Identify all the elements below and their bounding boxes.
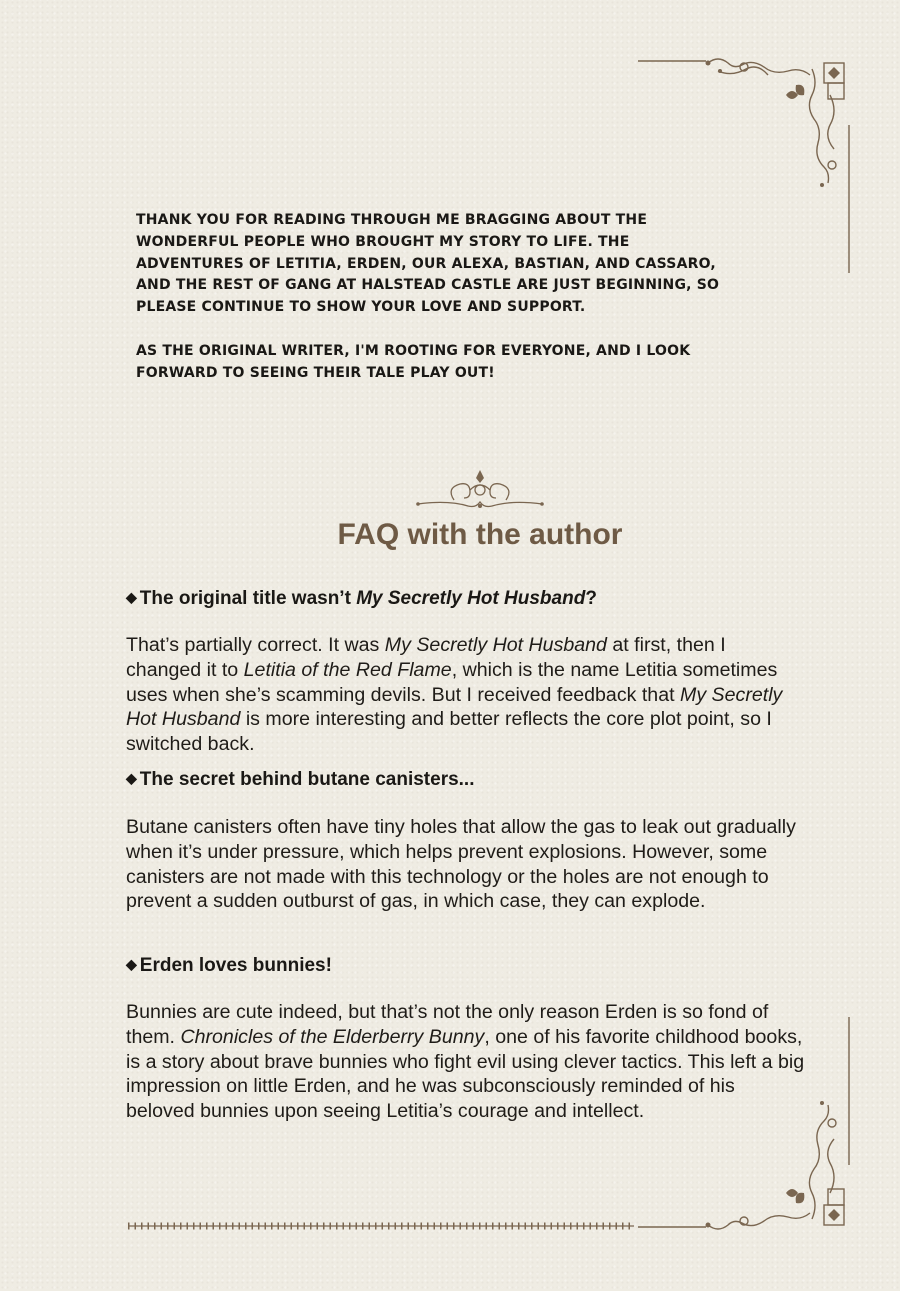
faq-answer-butane: Butane canisters often have tiny holes that allow the gas to leak out gradually when it’s under pressure, which helps prevent explosions. However, some canisters are not made with this technology or the holes are not enough to prevent a sudden outburst of gas, in which case, they can explode. (126, 816, 796, 913)
letter-paragraph-1: THANK YOU FOR READING THROUGH ME BRAGGING ABOUT THE WONDERFUL PEOPLE WHO BROUGHT MY STORY TO LIFE. THE ADVENTURES OF LETITIA, ERDEN, OUR ALEXA, BASTIAN, AND CASSARO, AND THE REST OF GANG AT HALSTEAD CASTLE ARE JUST BEGINNING, SO PLEASE CONTINUE TO SHOW YOUR LOVE AND SUPPORT. (136, 212, 720, 316)
faq-answer-original-title: That’s partially correct. It was My Secretly Hot Husband at first, then I changed it to Letitia of the Red Flame, which is the name Letitia sometimes uses when she’s scamming devils. But I received feedback that My Secretly Hot Husband is more interesting and better reflects the core plot point, so I switched back. (126, 634, 783, 756)
letter-paragraph-2: AS THE ORIGINAL WRITER, I'M ROOTING FOR EVERYONE, AND I LOOK FORWARD TO SEEING THEIR TALE PLAY OUT! (136, 342, 691, 381)
faq-question-bunnies: ◆ Erden loves bunnies! (126, 955, 332, 976)
diamond-bullet-icon: ◆ (126, 770, 137, 786)
faq-answer-bunnies: Bunnies are cute indeed, but that’s not the only reason Erden is so fond of them. Chronicles of the Elderberry Bunny, one of his favorite childhood books, is a story about brave bunnies who fight evil using clever tactics. This left a big impression on little Erden, and he was subconsciously reminded of his beloved bunnies upon seeing Letitia’s courage and intellect. (126, 1001, 805, 1123)
bottom-divider (128, 1219, 634, 1233)
title-ornament (414, 468, 546, 514)
author-letter (136, 210, 736, 385)
faq-question-original-title: ◆ The original title wasn’t My Secretly Hot Husband? (126, 588, 597, 609)
diamond-bullet-icon: ◆ (126, 589, 137, 605)
faq-question-butane: ◆ The secret behind butane canisters... (126, 769, 475, 790)
faq-title: FAQ with the author (337, 518, 623, 551)
diamond-bullet-icon: ◆ (126, 956, 137, 972)
